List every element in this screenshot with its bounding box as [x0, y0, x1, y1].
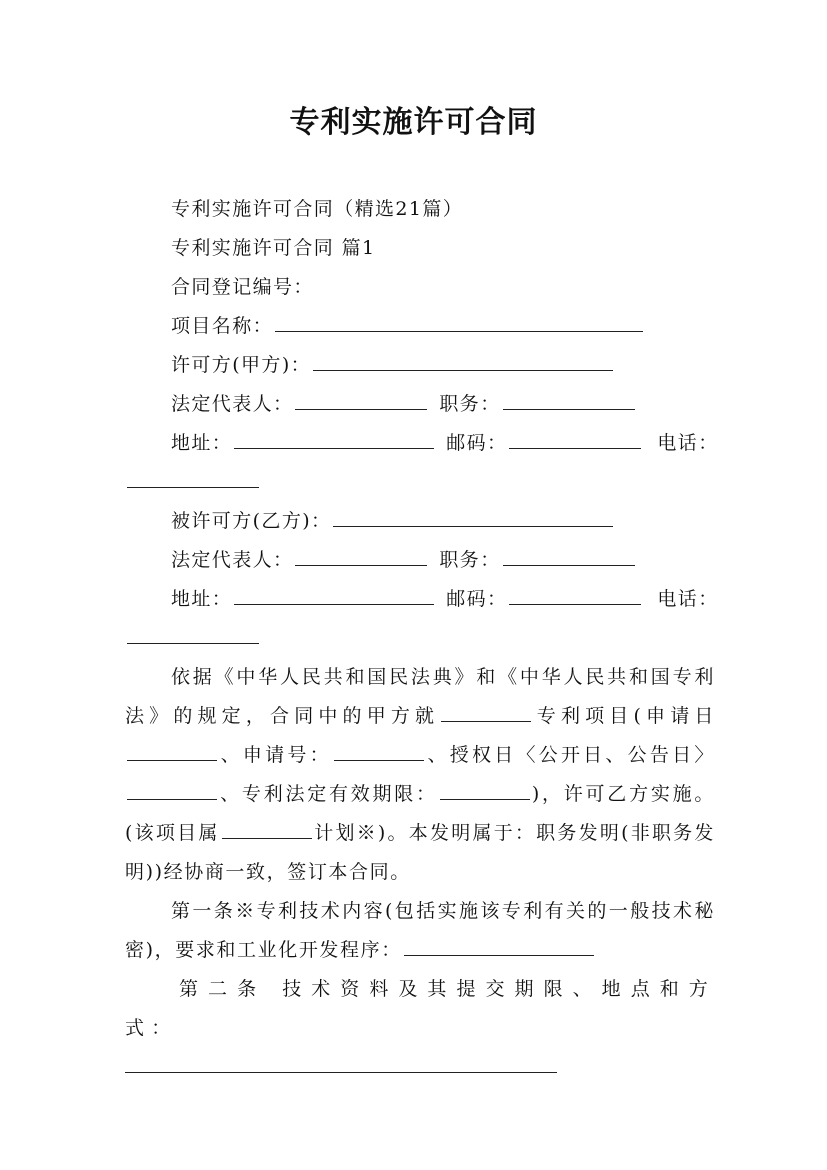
- licensor-line: [125, 346, 715, 385]
- pos-b-label: 职务：: [439, 549, 501, 571]
- para1-text-4: 、授权日〈公开日、公告日〉: [425, 744, 715, 766]
- pos-a-blank: [503, 387, 635, 410]
- article-2-blank: [125, 1050, 557, 1073]
- licensee-label: 被许可方(乙方)：: [171, 510, 332, 532]
- document-title: 专利实施许可合同: [289, 105, 538, 140]
- rep-b-label: 法定代表人：: [171, 549, 294, 571]
- licensee-line: [125, 502, 715, 541]
- licensee-rep-line: [125, 541, 715, 580]
- para1-text-1: 依据《中华人民共和国民法典》和《中华人民共和国专利法》的规定，合同中的甲方就: [125, 666, 715, 727]
- phone-a-line: [125, 463, 715, 502]
- project-name-blank: [275, 309, 643, 332]
- reg-number-line: 合同登记编号：: [171, 276, 314, 298]
- licensor-blank: [313, 348, 613, 371]
- para1-text-2: 专利项目(申请日: [533, 705, 715, 727]
- phone-a-blank: [127, 465, 259, 488]
- zip-a-blank: [509, 426, 641, 449]
- application-number-blank: [334, 738, 424, 761]
- addr-a-label: 地址：: [171, 432, 233, 454]
- article-2-paragraph: [125, 970, 715, 1048]
- phone-b-label: 电话：: [657, 588, 719, 610]
- rep-a-blank: [295, 387, 427, 410]
- phone-b-blank: [127, 621, 259, 644]
- para1-text-5: 、专利法定有效期限：: [219, 783, 438, 805]
- basis-paragraph: [125, 658, 715, 892]
- doc-heading-line: 专利实施许可合同（精选21篇）: [171, 198, 464, 220]
- project-name-line: [125, 307, 715, 346]
- licensee-address-line: [125, 580, 719, 619]
- rep-b-blank: [295, 543, 427, 566]
- article-1-blank: [404, 933, 594, 956]
- part-heading-line: 专利实施许可合同 篇1: [171, 237, 376, 259]
- article-1-paragraph: [125, 892, 715, 970]
- para1-text-3: 、申请号：: [219, 744, 332, 766]
- article-1-text: 第一条※专利技术内容(包括实施该专利有关的一般技术秘密)，要求和工业化开发程序：: [125, 900, 715, 961]
- para1-text-6: )，许可乙方实施。(该项目属: [125, 783, 715, 844]
- para1-text-7: 计划※)。本发明属于：职务发明(非职务发明))经协商一致，签订本合同。: [125, 822, 716, 883]
- zip-b-blank: [509, 582, 641, 605]
- zip-a-label: 邮码：: [446, 432, 508, 454]
- article-2-text: 第二条 技术资料及其提交期限、地点和方式：: [125, 978, 715, 1039]
- licensor-rep-line: [125, 385, 715, 424]
- licensor-address-line: [125, 424, 719, 463]
- document-body: [125, 190, 719, 1087]
- addr-b-label: 地址：: [171, 588, 233, 610]
- licensor-label: 许可方(甲方)：: [171, 354, 312, 376]
- rep-a-label: 法定代表人：: [171, 393, 294, 415]
- phone-a-label: 电话：: [657, 432, 719, 454]
- project-name-label: 项目名称：: [171, 315, 274, 337]
- addr-a-blank: [234, 426, 434, 449]
- article-2-blank-line: [125, 1048, 715, 1087]
- zip-b-label: 邮码：: [446, 588, 508, 610]
- pos-b-blank: [503, 543, 635, 566]
- addr-b-blank: [234, 582, 434, 605]
- pos-a-label: 职务：: [439, 393, 501, 415]
- licensee-blank: [333, 504, 613, 527]
- plan-blank: [222, 816, 312, 839]
- grant-date-blank: [127, 777, 217, 800]
- validity-period-blank: [440, 777, 530, 800]
- patent-project-blank: [441, 699, 531, 722]
- phone-b-line: [125, 619, 715, 658]
- filing-date-blank: [127, 738, 217, 761]
